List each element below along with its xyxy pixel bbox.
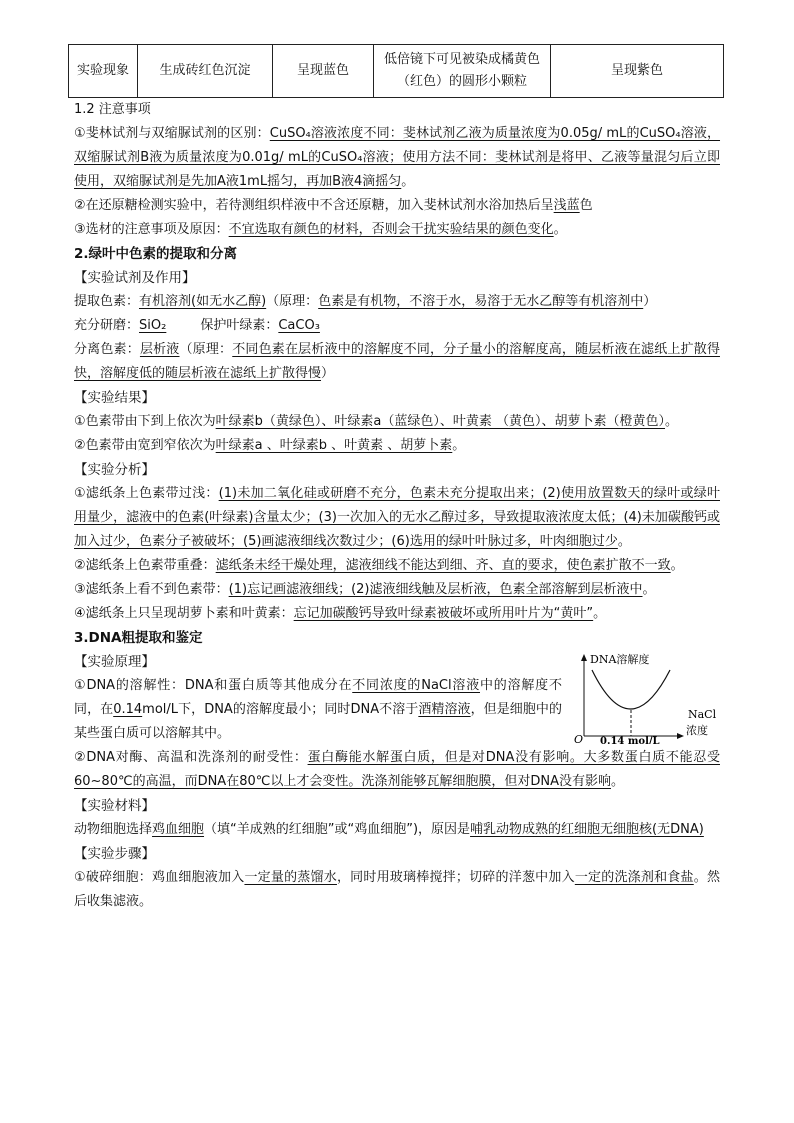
material-lead: 动物细胞选择 (74, 822, 153, 837)
grind-lead: 充分研磨： (74, 318, 140, 333)
note-3-lead: ③选材的注意事项及原因： (74, 222, 229, 237)
note-1 (74, 122, 720, 194)
note-1-answer: CuSO₄溶液浓度不同：斐林试剂乙液为质量浓度为0.05g/ mL的CuSO₄溶液，双缩脲试剂B液为质量浓度为0.01g/ mL的CuSO₄溶液；使用方法不同：斐林试剂是将甲、乙液等量混匀后立即使用，双缩脲试剂是先加A液1mL摇匀，再加B液4滴摇匀 (74, 126, 721, 189)
dna-1-end: ，但是细胞中的某些蛋白质可以溶解其中。 (74, 702, 562, 741)
chart-x-label-1: NaCl (688, 708, 717, 721)
analysis-3-lead: ③滤纸条上看不到色素带： (74, 582, 229, 597)
step-1-mid: ，同时用玻璃棒搅拌；切碎的洋葱中加入 (336, 870, 575, 885)
step-1-answer-2: 一定的洗涤剂和食盐 (574, 870, 694, 885)
dna-solubility-chart (570, 652, 720, 744)
dna-1-lead: ①DNA的溶解性：DNA和蛋白质等其他成分在 (74, 678, 353, 693)
step-1-lead: ①破碎细胞：鸡血细胞液加入 (74, 870, 245, 885)
result-1-answer: 叶绿素b（黄绿色）、叶绿素a（蓝绿色）、叶黄素 （黄色）、胡萝卜素（橙黄色） (215, 414, 666, 429)
result-2-lead: ②色素带由宽到窄依次为 (74, 438, 216, 453)
observation-table (68, 44, 724, 98)
result-1 (74, 410, 720, 434)
analysis-3-answer: (1)忘记画滤液细线；(2)滤液细线触及层析液，色素全部溶解到层析液中 (228, 582, 643, 597)
dna-2-answer: 蛋白酶能水解蛋白质，但是对DNA没有影响。大多数蛋白质不能忍受60~80℃的高温，而DNA在80℃以上才会变性。洗涤剂能够瓦解细胞膜，但对DNA没有影响 (74, 750, 720, 789)
material-mid: （填“羊成熟的红细胞”或“鸡血细胞”)，原因是 (204, 822, 471, 837)
dna-principle-block (74, 650, 720, 746)
material-line (74, 818, 720, 842)
separate-answer: 层析液 (139, 342, 180, 357)
grind-line (74, 314, 720, 338)
note-2-answer: 浅蓝 (553, 198, 580, 213)
note-2-lead: ②在还原糖检测实验中，若待测组织样液中不含还原糖，加入斐林试剂水浴加热后呈 (74, 198, 554, 213)
chart-y-label: DNA溶解度 (590, 653, 650, 666)
grind-answer: SiO₂ (139, 318, 167, 333)
result-1-end: 。 (665, 414, 679, 429)
dna-1-mid-1: 中的溶解度不同，在 (74, 678, 562, 717)
solubility-curve (592, 670, 670, 709)
separate-principle: 不同色素在层析液中的溶解度不同，分子量小的溶解度高，随层析液在滤纸上扩散得快，溶解度低的随层析液在滤纸上扩散得慢 (74, 342, 720, 381)
separate-line (74, 338, 720, 386)
note-2-end: 色 (579, 198, 593, 213)
x-axis-arrow (677, 733, 684, 739)
dna-2-lead: ②DNA对酶、高温和洗涤剂的耐受性： (74, 750, 308, 765)
analysis-2-end: 。 (670, 558, 684, 573)
table-header-cell: 实验现象 (69, 45, 138, 98)
chart-x-label-2: 浓度 (686, 724, 708, 737)
result-heading: 【实验结果】 (74, 390, 155, 406)
note-1-end: 。 (401, 174, 415, 189)
extract-answer: 有机溶剂(如无水乙醇) (139, 294, 267, 309)
principle-heading: 【实验原理】 (74, 654, 155, 670)
chart-min-label: 0.14 mol/L (600, 736, 660, 744)
chart-origin: O (574, 733, 584, 744)
note-2 (74, 194, 720, 218)
material-answer: 鸡血细胞 (152, 822, 205, 837)
document-page (74, 44, 720, 914)
table-cell: 生成砖红色沉淀 (138, 45, 273, 98)
separate-mid: （原理： (179, 342, 233, 357)
analysis-heading: 【实验分析】 (74, 462, 155, 478)
reagents-heading: 【实验试剂及作用】 (74, 270, 196, 286)
extract-line (74, 290, 720, 314)
analysis-4-answer: 忘记加碳酸钙导致叶绿素被破坏或所用叶片为“黄叶” (293, 606, 594, 621)
separate-end: ） (321, 366, 335, 381)
dna-1-answer-2: 0.14 (113, 702, 143, 717)
analysis-3-end: 。 (642, 582, 656, 597)
analysis-1-lead: ①滤纸条上色素带过浅： (74, 486, 219, 501)
analysis-4-end: 。 (593, 606, 607, 621)
analysis-4-lead: ④滤纸条上只呈现胡萝卜素和叶黄素： (74, 606, 294, 621)
analysis-3 (74, 578, 720, 602)
table-cell: 低倍镜下可见被染成橘黄色（红色）的圆形小颗粒 (374, 45, 551, 98)
steps-heading: 【实验步骤】 (74, 846, 155, 862)
note-1-lead: ①斐林试剂与双缩脲试剂的区别： (74, 126, 270, 141)
step-1-end: 。然后收集滤液。 (74, 870, 720, 909)
extract-end: ） (643, 294, 657, 309)
separate-lead: 分离色素： (74, 342, 140, 357)
note-3-answer: 不宜选取有颜色的材料，否则会干扰实验结果的颜色变化 (228, 222, 554, 237)
note-3-end: 。 (553, 222, 567, 237)
analysis-2 (74, 554, 720, 578)
protect-lead: 保护叶绿素： (200, 318, 279, 333)
section-2-title: 2.绿叶中色素的提取和分离 (74, 246, 238, 262)
note-3 (74, 218, 720, 242)
material-reason: 哺乳动物成熟的红细胞无细胞核(无DNA) (470, 822, 704, 837)
section-1-2-title: 1.2 注意事项 (74, 102, 151, 117)
dna-1-answer-3: 酒精溶液 (418, 702, 471, 717)
y-axis-arrow (581, 654, 587, 661)
dna-2-end: 。 (610, 774, 624, 789)
analysis-2-lead: ②滤纸条上色素带重叠： (74, 558, 216, 573)
step-1-answer-1: 一定量的蒸馏水 (244, 870, 337, 885)
dna-principle-2 (74, 746, 720, 794)
result-2-answer: 叶绿素a 、叶绿素b 、叶黄素 、胡萝卜素 (215, 438, 453, 453)
analysis-1-answer: (1)未加二氧化硅或研磨不充分，色素未充分提取出来；(2)使用放置数天的绿叶或绿叶用量少，滤液中的色素(叶绿素)含量太少；(3)一次加入的无水乙醇过多，导致提取液浓度太低；(4)未加碳酸钙或加入过少，色素分子被破坏；(5)画滤液细线次数过少；(6)选用的绿叶叶脉过多，叶肉细胞过少 (74, 486, 720, 549)
dna-1-mid-2: mol/L下，DNA的溶解度最小；同时DNA不溶于 (142, 702, 419, 717)
extract-mid: （原理： (266, 294, 319, 309)
extract-principle: 色素是有机物，不溶于水，易溶于无水乙醇等有机溶剂中 (318, 294, 644, 309)
result-2 (74, 434, 720, 458)
dna-1-answer-1: 不同浓度的NaCl溶液 (352, 678, 480, 693)
step-1 (74, 866, 720, 914)
table-cell: 呈现紫色 (551, 45, 724, 98)
extract-lead: 提取色素： (74, 294, 140, 309)
protect-answer: CaCO₃ (278, 318, 320, 333)
analysis-2-answer: 滤纸条未经干燥处理，滤液细线不能达到细、齐、直的要求，使色素扩散不一致 (215, 558, 671, 573)
analysis-1-end: 。 (617, 534, 631, 549)
section-3-title: 3.DNA粗提取和鉴定 (74, 630, 203, 646)
result-1-lead: ①色素带由下到上依次为 (74, 414, 216, 429)
material-heading: 【实验材料】 (74, 798, 155, 814)
table-row (69, 45, 724, 98)
table-cell: 呈现蓝色 (273, 45, 374, 98)
result-2-end: 。 (452, 438, 466, 453)
analysis-1 (74, 482, 720, 554)
analysis-4 (74, 602, 720, 626)
